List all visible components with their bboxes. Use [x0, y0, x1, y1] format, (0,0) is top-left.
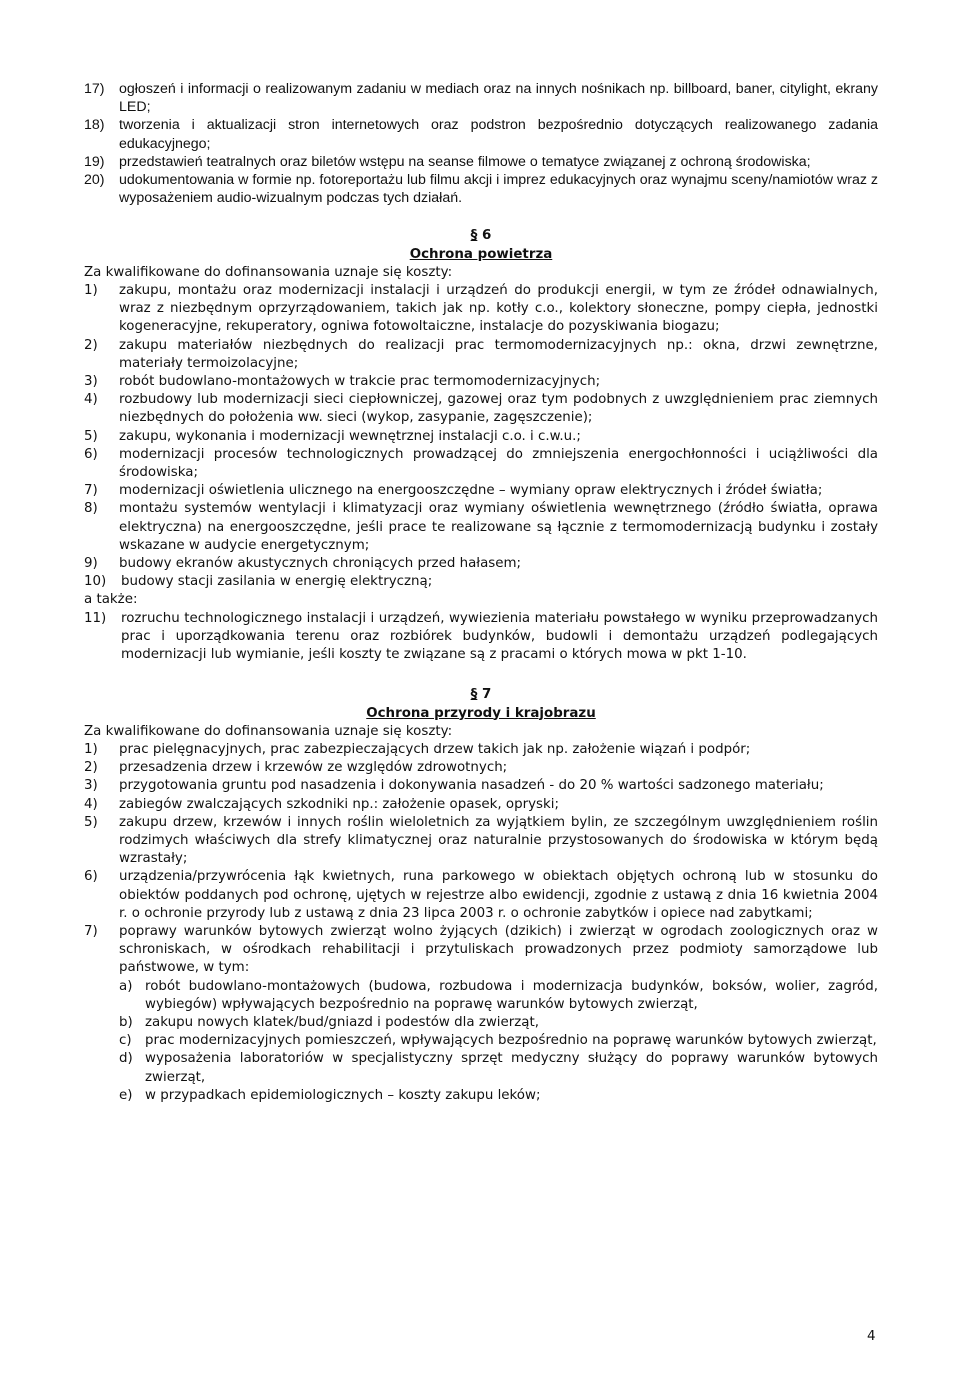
list-item [84, 500, 878, 555]
list-top [84, 80, 878, 207]
list-item [84, 555, 878, 573]
sub-item [119, 978, 878, 1014]
list-item [84, 741, 878, 759]
list-item [84, 777, 878, 795]
list-item [84, 391, 878, 427]
list-item [84, 610, 878, 665]
sub-item [119, 1032, 878, 1050]
item-text: tworzenia i aktualizacji stron internetowych oraz podstron bezpośrednio dotyczących realizowanego zadania edukacyjnego; [119, 117, 878, 152]
section-title: Ochrona powietrza [409, 246, 553, 262]
item-text: urządzenia/przywrócenia łąk kwietnych, runa parkowego w obiektach objętych ochroną lub w stosunku do obiektów poddanych pod ochronę, ujętych w rejestrze albo ewidencji, zgodnie z ustawą z dnia 16 kwietnia 2004 r. o ochronie przyrody lub z ustawą z dnia 23 lipca 2003 r. o ochronie zabytków i opiece nad zabytkami; [119, 869, 878, 921]
item-number: 6) [84, 869, 98, 885]
sub-item-letter: c) [119, 1033, 132, 1049]
item-text: rozruchu technologicznego instalacji i urządzeń, wywiezienia materiału powstałego w wyniku przeprowadzanych prac i uporządkowania terenu oraz rozbiórek budynków, budowli i demontażu urządzeń podlegających modernizacji lub wymianie, jeśli koszty te związane są z pracami o których mowa w pkt 1-10. [121, 610, 878, 663]
item-text: prac pielęgnacyjnych, prac zabezpieczających drzew takich jak np. założenie wiązań i podpór; [119, 741, 751, 757]
list-item [84, 868, 878, 923]
section-6-list-after [84, 610, 878, 665]
section-7-list [84, 741, 878, 1105]
item-text: przygotowania gruntu pod nasadzenia i dokonywania nasadzeń - do 20 % wartości sadzonego materiału; [119, 778, 824, 794]
item-number: 17) [84, 81, 105, 97]
list-item [84, 373, 878, 391]
item-text: modernizacji procesów technologicznych prowadzącej do zmniejszenia energochłonności i uciążliwości dla środowiska; [119, 446, 878, 481]
item-text: ogłoszeń i informacji o realizowanym zadaniu w mediach oraz na innych nośnikach np. billboard, baner, citylight, ekrany LED; [119, 81, 878, 116]
list-item [84, 923, 878, 1105]
sub-item [119, 1014, 878, 1032]
list-item [84, 116, 878, 152]
section-6-list [84, 282, 878, 591]
item-text: zakupu drzew, krzewów i innych roślin wieloletnich za wyjątkiem bylin, ze szczególnym uwzględnieniem roślin rodzimych właściwych dla strefy klimatycznej oraz naturalnie przystosowanych do środowiska w którym będą wzrastały; [119, 814, 878, 867]
item-number: 1) [84, 741, 98, 757]
item-number: 11) [84, 610, 107, 626]
sub-item-text: w przypadkach epidemiologicznych – koszty zakupu leków; [145, 1087, 541, 1103]
item-number: 18) [84, 117, 105, 134]
item-number: 20) [84, 172, 105, 189]
item-text: montażu systemów wentylacji i klimatyzacji oraz wymiany oświetlenia wewnętrznego (źródło światła, oprawa elektryczna) na energooszczędne, jeśli prace te realizowane są łącznie z termomodernizacją budynku i zostały wskazane w audycie energetycznym; [119, 501, 878, 553]
item-number: 1) [84, 283, 98, 299]
item-number: 5) [84, 814, 98, 830]
sub-item [119, 1050, 878, 1086]
sub-item-text: zakupu nowych klatek/bud/gniazd i podestów dla zwierząt, [145, 1014, 540, 1030]
item-number: 4) [84, 796, 98, 812]
page-number: 4 [867, 1329, 876, 1344]
list-item [84, 171, 878, 207]
sub-item-text: robót budowlano-montażowych (budowa, rozbudowa i modernizacja budynków, boksów, wolier, zagród, wybiegów) wpływających bezpośrednio na poprawę warunków bytowych zwierząt, [145, 978, 878, 1012]
item-number: 2) [84, 337, 98, 353]
sub-item-letter: d) [119, 1051, 133, 1067]
item-number: 4) [84, 392, 98, 408]
list-item [84, 814, 878, 869]
list-item [84, 759, 878, 777]
item-text: przedstawień teatralnych oraz biletów wstępu na seanse filmowe o tematyce związanej z ochroną środowiska; [119, 153, 811, 170]
item-text: zakupu, wykonania i modernizacji wewnętrznej instalacji c.o. i c.w.u.; [119, 428, 581, 444]
list-item [84, 282, 878, 337]
item-number: 7) [84, 483, 98, 499]
item-number: 7) [84, 923, 98, 939]
sub-item-letter: e) [119, 1087, 133, 1103]
section-symbol: § [470, 687, 478, 703]
section-symbol: § [470, 228, 478, 244]
list-item [84, 796, 878, 814]
item-text: zabiegów zwalczających szkodniki np.: założenie opasek, opryski; [119, 796, 560, 812]
item-number: 3) [84, 778, 98, 794]
item-body [119, 923, 878, 1105]
item-text: budowy stacji zasilania w energię elektryczną; [121, 574, 433, 590]
item-number: 6) [84, 446, 98, 462]
also-label: a także: [84, 592, 138, 608]
sub-item-text: prac modernizacyjnych pomieszczeń, wpływających bezpośrednio na poprawę warunków bytowych zwierząt, [145, 1033, 877, 1049]
list-item [84, 428, 878, 446]
item-number: 19) [84, 153, 105, 170]
list-item [84, 80, 878, 116]
sub-item-letter: a) [119, 978, 133, 994]
document-page [84, 80, 878, 1105]
item-text: rozbudowy lub modernizacji sieci ciepłowniczej, gazowej oraz tym podobnych z uwzględnieniem prac ziemnych niezbędnych do położenia ww. sieci (wykop, zasypanie, zagęszczenie); [119, 392, 878, 426]
item-text: zakupu, montażu oraz modernizacji instalacji i urządzeń do produkcji energii, w tym ze źródeł odnawialnych, wraz z niezbędnym oprzyrządowaniem, takich jak np. kotły c.o., kolektory słoneczne, pompy ciepła, jednostki kogeneracyjne, rekuperatory, ogniwa fotowoltaiczne, instalacje do pozyskiwania biogazu; [119, 283, 878, 335]
list-item [84, 153, 878, 171]
list-item [84, 446, 878, 482]
item-text: robót budowlano-montażowych w trakcie prac termomodernizacyjnych; [119, 374, 601, 390]
item-number: 2) [84, 760, 98, 776]
list-item [84, 482, 878, 500]
item-number: 5) [84, 428, 98, 444]
item-number: 3) [84, 374, 98, 390]
section-6-heading [84, 227, 878, 263]
item-text: modernizacji oświetlenia ulicznego na energooszczędne – wymiany opraw elektrycznych i źródeł światła; [119, 483, 823, 499]
item-number: 10) [84, 574, 107, 590]
section-number: 6 [482, 228, 492, 244]
section-intro: Za kwalifikowane do dofinansowania uznaje się koszty: [84, 264, 453, 280]
list-item [84, 573, 878, 591]
sub-item-text: wyposażenia laboratoriów w specjalistyczny sprzęt medyczny służący do poprawy warunków bytowych zwierząt, [145, 1051, 878, 1085]
sub-item [119, 1087, 878, 1105]
section-title: Ochrona przyrody i krajobrazu [366, 705, 596, 721]
section-7-heading [84, 686, 878, 722]
item-number: 9) [84, 556, 98, 572]
item-text: zakupu materiałów niezbędnych do realizacji prac termomodernizacyjnych np.: okna, drzwi zewnętrzne, materiały termoizolacyjne; [119, 337, 878, 371]
item-text: udokumentowania w formie np. fotoreportażu lub filmu akcji i imprez edukacyjnych oraz wynajmu sceny/namiotów wraz z wyposażeniem audio-wizualnym podczas tych działań. [119, 172, 878, 207]
section-number: 7 [482, 687, 492, 703]
item-text: poprawy warunków bytowych zwierząt wolno żyjących (dzikich) i zwierząt w ogrodach zoologicznych oraz w schroniskach, w ośrodkach rehabilitacji i przytuliskach prowadzonych przez podmioty samorządowe lub państwowe, w tym: [119, 923, 878, 976]
sub-item-letter: b) [119, 1014, 133, 1030]
item-text: budowy ekranów akustycznych chroniących przed hałasem; [119, 556, 522, 572]
item-number: 8) [84, 501, 98, 517]
list-item [84, 337, 878, 373]
item-text: przesadzenia drzew i krzewów ze względów zdrowotnych; [119, 760, 508, 776]
section-intro: Za kwalifikowane do dofinansowania uznaje się koszty: [84, 723, 453, 739]
